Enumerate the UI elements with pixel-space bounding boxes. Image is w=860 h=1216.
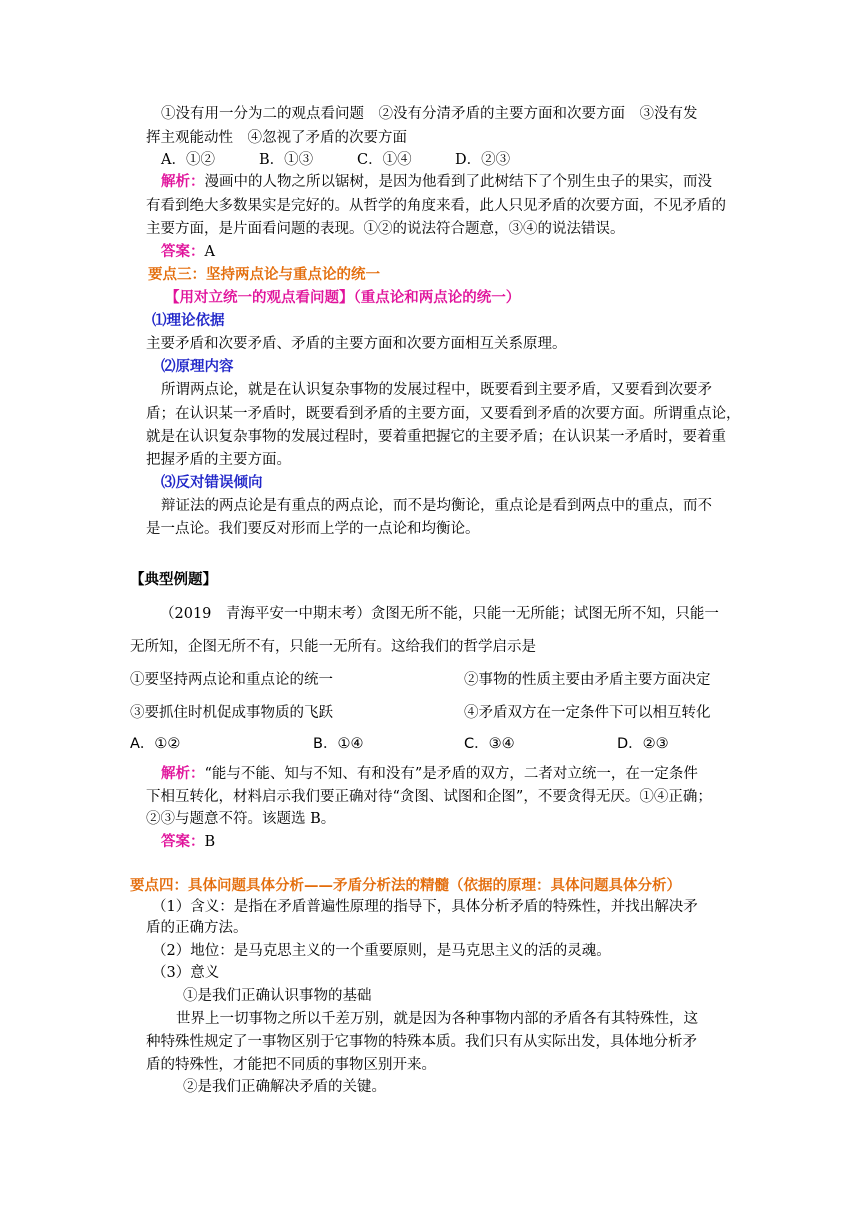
meaning-item: ①是我们正确认识事物的基础 bbox=[183, 988, 372, 1004]
paragraph: 所谓两点论，就是在认识复杂事物的发展过程中，既要看到主要矛盾，又要看到次要矛 bbox=[161, 382, 712, 398]
analysis-label: 解析： bbox=[161, 765, 205, 782]
option-c: C．③④ bbox=[464, 736, 515, 752]
paragraph: 世界上一切事物之所以千差万别，就是因为各种事物内部的矛盾各有其特殊性，这 bbox=[176, 1011, 698, 1027]
section-heading-point3: 要点三：坚持两点论与重点论的统一 bbox=[148, 266, 380, 283]
answer-label: 答案： bbox=[161, 243, 205, 260]
answer-value: B bbox=[204, 834, 216, 850]
analysis-text: 下相互转化，材料启示我们要正确对待“贪图、试图和企图”，不要贪得无厌。①④正确； bbox=[146, 789, 712, 805]
subheading: 【用对立统一的观点看问题】（重点论和两点论的统一） bbox=[165, 289, 521, 306]
paragraph: 就是在认识复杂事物的发展过程时，要着重把握它的主要矛盾；在认识某一矛盾时，要着重 bbox=[146, 429, 726, 445]
analysis-text: 有看到绝大多数果实是完好的。从哲学的角度来看，此人只见矛盾的次要方面，不见矛盾的 bbox=[146, 198, 726, 214]
section-heading-point4: 要点四：具体问题具体分析——矛盾分析法的精髓（依据的原理：具体问题具体分析） bbox=[130, 877, 681, 894]
question-text: 无所知，企图无所不有，只能一无所有。这给我们的哲学启示是 bbox=[130, 639, 536, 655]
subsection-title: ⑶反对错误倾向 bbox=[161, 474, 263, 491]
paragraph: （1）含义：是指在矛盾普遍性原理的指导下，具体分析矛盾的特殊性，并找出解决矛 bbox=[152, 899, 698, 915]
option-a: A．①② bbox=[161, 152, 215, 168]
answer-line bbox=[161, 832, 215, 852]
answer-line bbox=[161, 242, 215, 262]
paragraph: 主要矛盾和次要矛盾、矛盾的主要方面和次要方面相互关系原理。 bbox=[146, 336, 567, 352]
choice-1: ①要坚持两点论和重点论的统一 bbox=[130, 672, 333, 688]
option-b: B．①④ bbox=[313, 736, 364, 752]
subsection-title: ⑴理论依据 bbox=[152, 312, 225, 329]
option-c: C．①④ bbox=[357, 152, 412, 168]
choice-3: ③要抓住时机促成事物质的飞跃 bbox=[130, 705, 333, 721]
example-heading: 【典型例题】 bbox=[130, 571, 217, 588]
option-d: D．②③ bbox=[455, 152, 511, 168]
analysis-paragraph bbox=[161, 172, 712, 192]
choice-2: ②事物的性质主要由矛盾主要方面决定 bbox=[464, 672, 711, 688]
paragraph: 盾的特殊性，才能把不同质的事物区别开来。 bbox=[146, 1057, 436, 1073]
analysis-paragraph bbox=[161, 764, 698, 784]
analysis-text: 主要方面，是片面看问题的表现。①②的说法符合题意，③④的说法错误。 bbox=[146, 221, 625, 237]
paragraph: 辩证法的两点论是有重点的两点论，而不是均衡论，重点论是看到两点中的重点，而不 bbox=[161, 498, 712, 514]
question-text: （2019 青海平安一中期末考）贪图无所不能，只能一无所能；试图无所不知，只能一 bbox=[160, 606, 719, 622]
paragraph: （3）意义 bbox=[152, 965, 220, 981]
answer-label: 答案： bbox=[161, 833, 205, 850]
answer-value: A bbox=[204, 244, 215, 260]
choice-4: ④矛盾双方在一定条件下可以相互转化 bbox=[464, 705, 711, 721]
paragraph: 种特殊性规定了一事物区别于它事物的特殊本质。我们只有从实际出发，具体地分析矛 bbox=[146, 1034, 697, 1050]
option-a: A．①② bbox=[130, 736, 181, 752]
analysis-text: “能与不能、知与不知、有和没有”是矛盾的双方，二者对立统一，在一定条件 bbox=[204, 766, 698, 782]
paragraph: 盾的正确方法。 bbox=[146, 920, 248, 936]
question-options-line: ①没有用一分为二的观点看问题 ②没有分清矛盾的主要方面和次要方面 ③没有发 bbox=[161, 106, 698, 122]
option-d: D．②③ bbox=[617, 736, 669, 752]
paragraph: 把握矛盾的主要方面。 bbox=[146, 452, 291, 468]
paragraph: 盾；在认识某一矛盾时，既要看到矛盾的主要方面，又要看到矛盾的次要方面。所谓重点论， bbox=[146, 406, 741, 422]
question-options-line: 挥主观能动性 ④忽视了矛盾的次要方面 bbox=[146, 130, 407, 146]
paragraph: 是一点论。我们要反对形而上学的一点论和均衡论。 bbox=[146, 521, 480, 537]
meaning-item: ②是我们正确解决矛盾的关键。 bbox=[183, 1079, 386, 1095]
analysis-text: ②③与题意不符。该题选 B。 bbox=[146, 811, 336, 827]
analysis-label: 解析： bbox=[161, 173, 205, 190]
paragraph: （2）地位：是马克思主义的一个重要原则，是马克思主义的活的灵魂。 bbox=[152, 943, 611, 959]
analysis-text: 漫画中的人物之所以锯树，是因为他看到了此树结下了个别生虫子的果实，而没 bbox=[204, 174, 712, 190]
option-b: B．①③ bbox=[259, 152, 314, 168]
subsection-title: ⑵原理内容 bbox=[161, 358, 234, 375]
